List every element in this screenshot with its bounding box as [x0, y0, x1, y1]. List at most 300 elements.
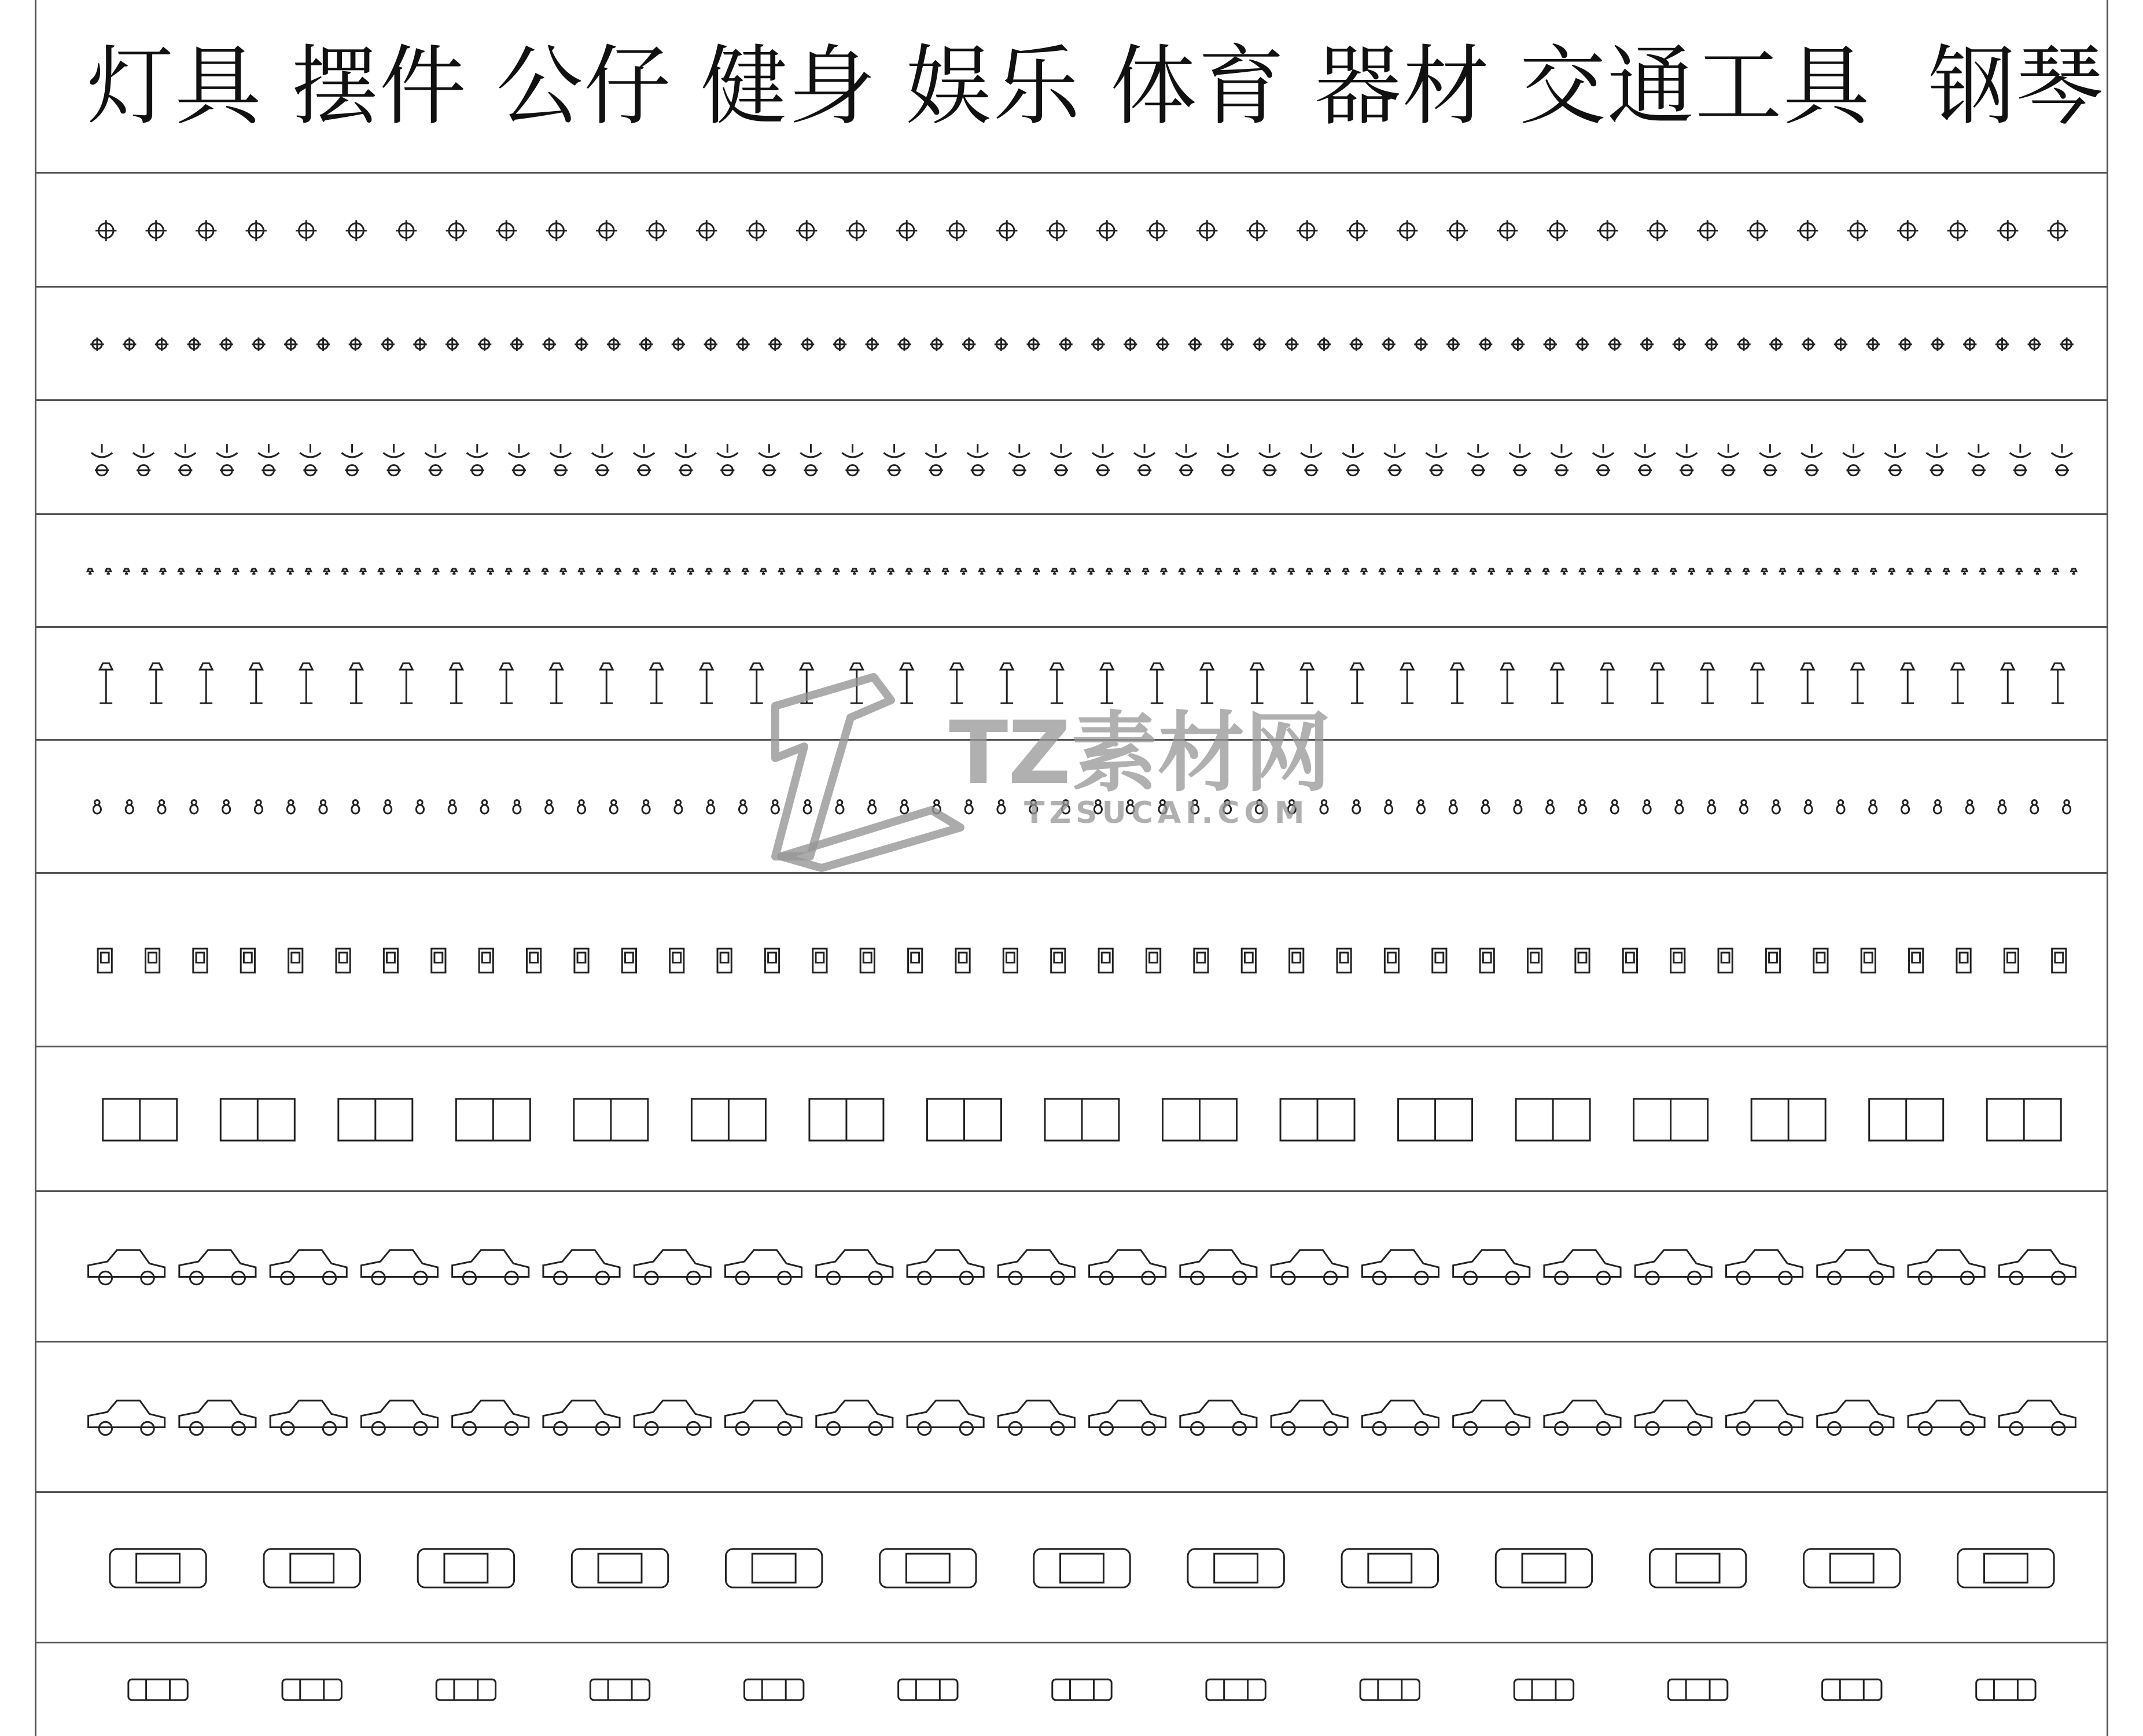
- car-top-icon: [1034, 1549, 1130, 1588]
- light-fixture-icon: [446, 220, 467, 241]
- ornament-icon: [1869, 800, 1877, 814]
- vehicle-icon: [1180, 1250, 1257, 1284]
- lamp-icon: [324, 569, 329, 574]
- ornament-icon: [126, 800, 133, 814]
- ornament-icon: [610, 800, 617, 814]
- ornament-icon: [448, 800, 456, 814]
- chandelier-icon: [2052, 444, 2072, 475]
- ornament-icon: [739, 800, 746, 814]
- lamp-icon: [706, 569, 712, 574]
- light-fixture-icon: [897, 337, 911, 351]
- chandelier-icon: [1884, 444, 1905, 475]
- light-fixture-icon: [346, 220, 367, 241]
- floor-lamp-icon: [650, 663, 663, 703]
- symbol-row-vehicles-top-view: [35, 1493, 2108, 1643]
- chandelier-icon: [1927, 444, 1947, 475]
- vehicle-icon: [452, 1250, 529, 1284]
- light-fixture-icon: [1897, 220, 1918, 241]
- symbol-row-drawing: [35, 1493, 2108, 1643]
- ornament-icon: [997, 800, 1005, 814]
- gym-machine-icon: [145, 948, 159, 973]
- chandelier-icon: [300, 444, 321, 475]
- vehicle-icon: [1544, 1400, 1621, 1435]
- ornament-icon: [1578, 800, 1586, 814]
- lamp-icon: [597, 569, 602, 574]
- ornament-icon: [965, 800, 973, 814]
- floor-lamp-icon: [500, 663, 513, 703]
- lamp-icon: [215, 569, 220, 574]
- gym-machine-icon: [1861, 948, 1875, 973]
- ornament-icon: [1191, 800, 1199, 814]
- light-fixture-icon: [1769, 337, 1783, 351]
- ornament-icon: [158, 800, 165, 814]
- chandelier-icon: [1009, 444, 1030, 475]
- light-fixture-icon: [2028, 337, 2041, 351]
- lamp-icon: [651, 569, 657, 574]
- gym-machine-icon: [622, 948, 636, 973]
- lamp-icon: [542, 569, 547, 574]
- floor-lamp-icon: [1851, 663, 1864, 703]
- light-fixture-icon: [736, 337, 749, 351]
- piano-table-icon: [103, 1099, 177, 1141]
- symbol-row-figurines-and-ornaments: [35, 741, 2108, 874]
- car-mixed-icon: [1052, 1679, 1111, 1700]
- lamp-icon: [870, 569, 875, 574]
- light-fixture-icon: [1898, 337, 1912, 351]
- floor-lamp-icon: [1000, 663, 1013, 703]
- ornament-icon: [1966, 800, 1973, 814]
- lamp-icon: [288, 569, 293, 574]
- ornament-icon: [1449, 800, 1457, 814]
- floor-lamp-icon: [1501, 663, 1514, 703]
- ornament-icon: [416, 800, 424, 814]
- floor-lamp-icon: [1451, 663, 1464, 703]
- light-fixture-icon: [1188, 337, 1202, 351]
- lamp-icon: [1671, 569, 1676, 574]
- lamp-icon: [1143, 569, 1148, 574]
- ornament-icon: [1611, 800, 1618, 814]
- gym-machine-icon: [1718, 948, 1732, 973]
- vehicle-icon: [1635, 1400, 1711, 1435]
- lamp-icon: [178, 569, 183, 574]
- floor-lamp-icon: [1100, 663, 1113, 703]
- light-fixture-icon: [996, 220, 1017, 241]
- lamp-icon: [1325, 569, 1330, 574]
- chandelier-icon: [675, 444, 696, 475]
- car-mixed-icon: [899, 1679, 958, 1700]
- floor-lamp-icon: [800, 663, 813, 703]
- floor-lamp-icon: [1601, 663, 1614, 703]
- lamp-icon: [1361, 569, 1367, 574]
- lamp-icon: [1234, 569, 1239, 574]
- light-fixture-icon: [1608, 337, 1621, 351]
- chandelier-icon: [1468, 444, 1489, 475]
- ornament-icon: [1934, 800, 1941, 814]
- ornament-icon: [1482, 800, 1489, 814]
- light-fixture-icon: [704, 337, 717, 351]
- lamp-icon: [1962, 569, 1967, 574]
- lamp-icon: [742, 569, 748, 574]
- car-mixed-icon: [1360, 1679, 1419, 1700]
- chandelier-icon: [509, 444, 529, 475]
- chandelier-icon: [1551, 444, 1572, 475]
- light-fixture-icon: [646, 220, 667, 241]
- floor-lamp-icon: [1701, 663, 1714, 703]
- gym-machine-icon: [1051, 948, 1065, 973]
- lamp-icon: [1434, 569, 1439, 574]
- chandelier-icon: [1259, 444, 1280, 475]
- chandelier-icon: [1676, 444, 1697, 475]
- lamp-icon: [270, 569, 275, 574]
- chandelier-icon: [1092, 444, 1113, 475]
- floor-lamp-icon: [450, 663, 463, 703]
- vehicle-icon: [725, 1400, 801, 1435]
- lamp-icon: [342, 569, 347, 574]
- symbol-row-drawing: [35, 1643, 2108, 1736]
- lamp-icon: [1398, 569, 1403, 574]
- chandelier-icon: [1843, 444, 1864, 475]
- ornament-icon: [1643, 800, 1651, 814]
- light-fixture-icon: [123, 337, 136, 351]
- light-fixture-icon: [768, 337, 782, 351]
- ornament-icon: [1772, 800, 1780, 814]
- lamp-icon: [1179, 569, 1184, 574]
- vehicle-icon: [1817, 1250, 1894, 1284]
- vehicle-icon: [89, 1400, 165, 1435]
- vehicle-icon: [634, 1250, 710, 1284]
- chandelier-icon: [175, 444, 196, 475]
- floor-lamp-icon: [250, 663, 263, 703]
- lamp-icon: [688, 569, 693, 574]
- symbol-row-fitness-equipment: [35, 874, 2108, 1047]
- lamp-icon: [1379, 569, 1385, 574]
- symbol-row-ceiling-lights-plan: [35, 288, 2108, 401]
- lamp-icon: [1161, 569, 1166, 574]
- light-fixture-icon: [1995, 337, 2009, 351]
- light-fixture-icon: [639, 337, 653, 351]
- lamp-icon: [433, 569, 439, 574]
- ornament-icon: [1805, 800, 1812, 814]
- light-fixture-icon: [833, 337, 846, 351]
- light-fixture-icon: [1575, 337, 1589, 351]
- symbol-row-chandeliers: [35, 401, 2108, 515]
- chandelier-icon: [926, 444, 947, 475]
- gym-machine-icon: [1480, 948, 1494, 973]
- lamp-icon: [1489, 569, 1494, 574]
- ornament-icon: [1224, 800, 1231, 814]
- lamp-icon: [1725, 569, 1730, 574]
- title-bar: [35, 0, 2108, 174]
- car-top-icon: [1188, 1549, 1284, 1588]
- lamp-icon: [1871, 569, 1876, 574]
- floor-lamp-icon: [1651, 663, 1664, 703]
- vehicle-icon: [1362, 1400, 1438, 1435]
- gym-machine-icon: [241, 948, 255, 973]
- light-fixture-icon: [1096, 220, 1117, 241]
- lamp-icon: [1579, 569, 1585, 574]
- piano-table-icon: [574, 1099, 648, 1141]
- light-fixture-icon: [1737, 337, 1750, 351]
- vehicle-icon: [361, 1250, 437, 1284]
- symbol-row-drawing: [35, 1343, 2108, 1493]
- chandelier-icon: [967, 444, 988, 475]
- light-fixture-icon: [1447, 220, 1468, 241]
- lamp-icon: [1762, 569, 1767, 574]
- vehicle-icon: [361, 1400, 437, 1435]
- lamp-icon: [1343, 569, 1348, 574]
- gym-machine-icon: [1194, 948, 1208, 973]
- gym-machine-icon: [1575, 948, 1589, 973]
- light-fixture-icon: [1697, 220, 1718, 241]
- floor-lamp-icon: [1951, 663, 1964, 703]
- light-fixture-icon: [995, 337, 1008, 351]
- car-mixed-icon: [1206, 1679, 1265, 1700]
- lamp-icon: [1288, 569, 1294, 574]
- gym-machine-icon: [2004, 948, 2018, 973]
- light-fixture-icon: [1247, 220, 1268, 241]
- light-fixture-icon: [252, 337, 265, 351]
- lamp-icon: [1070, 569, 1076, 574]
- car-top-icon: [1649, 1549, 1746, 1588]
- light-fixture-icon: [1124, 337, 1137, 351]
- lamp-icon: [1107, 569, 1112, 574]
- lamp-icon: [1416, 569, 1421, 574]
- lamp-icon: [1925, 569, 1931, 574]
- ornament-icon: [1255, 800, 1263, 814]
- chandelier-icon: [592, 444, 613, 475]
- chandelier-icon: [1176, 444, 1196, 475]
- floor-lamp-icon: [2001, 663, 2014, 703]
- lamp-icon: [2053, 569, 2058, 574]
- ornament-icon: [1353, 800, 1360, 814]
- lamp-icon: [2071, 569, 2076, 574]
- chandelier-icon: [758, 444, 779, 475]
- gym-machine-icon: [1385, 948, 1398, 973]
- lamp-icon: [1562, 569, 1567, 574]
- floor-lamp-icon: [400, 663, 413, 703]
- ornament-icon: [1902, 800, 1909, 814]
- light-fixture-icon: [1834, 337, 1847, 351]
- symbol-row-drawing: [35, 401, 2108, 515]
- car-mixed-icon: [128, 1679, 187, 1700]
- car-top-icon: [110, 1549, 206, 1588]
- light-fixture-icon: [1673, 337, 1686, 351]
- chandelier-icon: [1426, 444, 1447, 475]
- floor-lamp-icon: [300, 663, 312, 703]
- car-top-icon: [572, 1549, 668, 1588]
- lamp-icon: [1507, 569, 1512, 574]
- lamp-icon: [451, 569, 456, 574]
- lamp-icon: [1998, 569, 2004, 574]
- gym-machine-icon: [860, 948, 874, 973]
- car-top-icon: [1342, 1549, 1438, 1588]
- light-fixture-icon: [801, 337, 814, 351]
- lamp-icon: [506, 569, 511, 574]
- ornament-icon: [1837, 800, 1844, 814]
- light-fixture-icon: [546, 220, 567, 241]
- light-fixture-icon: [296, 220, 316, 241]
- symbol-row-drawing: [35, 1047, 2108, 1192]
- light-fixture-icon: [246, 220, 267, 241]
- light-fixture-icon: [381, 337, 394, 351]
- ornament-icon: [1062, 800, 1070, 814]
- light-fixture-icon: [1382, 337, 1395, 351]
- light-fixture-icon: [478, 337, 491, 351]
- lamp-icon: [160, 569, 165, 574]
- light-fixture-icon: [1647, 220, 1668, 241]
- lamp-icon: [415, 569, 420, 574]
- floor-lamp-icon: [1351, 663, 1364, 703]
- vehicle-icon: [270, 1400, 347, 1435]
- light-fixture-icon: [930, 337, 943, 351]
- piano-table-icon: [809, 1099, 883, 1141]
- vehicle-icon: [816, 1400, 893, 1435]
- light-fixture-icon: [1547, 220, 1568, 241]
- gym-machine-icon: [1671, 948, 1685, 973]
- light-fixture-icon: [1317, 337, 1331, 351]
- lamp-icon: [1125, 569, 1130, 574]
- symbol-row-drawing: [35, 174, 2108, 288]
- light-fixture-icon: [896, 220, 917, 241]
- gym-machine-icon: [1433, 948, 1446, 973]
- car-mixed-icon: [282, 1679, 341, 1700]
- lamp-icon: [1088, 569, 1093, 574]
- chandelier-icon: [258, 444, 279, 475]
- vehicle-icon: [1089, 1250, 1166, 1284]
- floor-lamp-icon: [1901, 663, 1914, 703]
- lamp-icon: [2035, 569, 2040, 574]
- symbol-row-drawing: [35, 288, 2108, 401]
- light-fixture-icon: [1397, 220, 1417, 241]
- chandelier-icon: [1217, 444, 1238, 475]
- vehicle-icon: [907, 1400, 984, 1435]
- vehicle-icon: [1453, 1250, 1530, 1284]
- lamp-icon: [761, 569, 766, 574]
- ornament-icon: [287, 800, 294, 814]
- vehicle-icon: [1453, 1400, 1530, 1435]
- lamp-icon: [124, 569, 129, 574]
- chandelier-icon: [1634, 444, 1655, 475]
- light-fixture-icon: [187, 337, 201, 351]
- car-mixed-icon: [1514, 1679, 1573, 1700]
- gym-machine-icon: [670, 948, 684, 973]
- ornament-icon: [1288, 800, 1295, 814]
- car-top-icon: [264, 1549, 360, 1588]
- light-fixture-icon: [284, 337, 297, 351]
- light-fixture-icon: [1350, 337, 1363, 351]
- piano-table-icon: [691, 1099, 765, 1141]
- ornament-icon: [1126, 800, 1134, 814]
- gym-machine-icon: [1003, 948, 1017, 973]
- floor-lamp-icon: [1251, 663, 1264, 703]
- ornament-icon: [771, 800, 779, 814]
- chandelier-icon: [1718, 444, 1739, 475]
- light-fixture-icon: [607, 337, 620, 351]
- gym-machine-icon: [1337, 948, 1351, 973]
- vehicle-icon: [1362, 1250, 1438, 1284]
- lamp-icon: [1252, 569, 1257, 574]
- floor-lamp-icon: [1201, 663, 1213, 703]
- light-fixture-icon: [1059, 337, 1072, 351]
- gym-machine-icon: [1242, 948, 1255, 973]
- ornament-icon: [2031, 800, 2038, 814]
- lamp-icon: [470, 569, 475, 574]
- light-fixture-icon: [316, 337, 330, 351]
- ornament-icon: [1514, 800, 1522, 814]
- piano-table-icon: [1280, 1099, 1354, 1141]
- light-fixture-icon: [219, 337, 233, 351]
- light-fixture-icon: [947, 220, 967, 241]
- light-fixture-icon: [1847, 220, 1868, 241]
- ornament-icon: [190, 800, 198, 814]
- ornament-icon: [933, 800, 940, 814]
- floor-lamp-icon: [350, 663, 363, 703]
- chandelier-icon: [467, 444, 488, 475]
- lamp-icon: [1652, 569, 1658, 574]
- light-fixture-icon: [1963, 337, 1976, 351]
- light-fixture-icon: [1640, 337, 1654, 351]
- lamp-icon: [1853, 569, 1858, 574]
- light-fixture-icon: [95, 220, 116, 241]
- lamp-icon: [1198, 569, 1203, 574]
- symbol-row-pianos-and-game-tables: [35, 1047, 2108, 1192]
- lamp-icon: [142, 569, 147, 574]
- light-fixture-icon: [672, 337, 685, 351]
- light-fixture-icon: [1297, 220, 1317, 241]
- piano-table-icon: [338, 1099, 413, 1141]
- light-fixture-icon: [1497, 220, 1518, 241]
- light-fixture-icon: [575, 337, 588, 351]
- vehicle-icon: [998, 1250, 1074, 1284]
- floor-lamp-icon: [150, 663, 163, 703]
- lamp-icon: [797, 569, 802, 574]
- light-fixture-icon: [1997, 220, 2018, 241]
- vehicle-icon: [1271, 1400, 1347, 1435]
- lamp-icon: [888, 569, 893, 574]
- ornament-icon: [481, 800, 488, 814]
- watermark-url: TZSUCAI.COM: [1024, 796, 1309, 830]
- lamp-icon: [2016, 569, 2022, 574]
- lamp-icon: [1616, 569, 1621, 574]
- gym-machine-icon: [479, 948, 493, 973]
- chandelier-icon: [2010, 444, 2031, 475]
- piano-table-icon: [1045, 1099, 1119, 1141]
- ornament-icon: [93, 800, 101, 814]
- vehicle-icon: [179, 1400, 256, 1435]
- chandelier-icon: [341, 444, 362, 475]
- vehicle-icon: [89, 1250, 165, 1284]
- gym-machine-icon: [765, 948, 779, 973]
- lamp-icon: [834, 569, 839, 574]
- car-mixed-icon: [1822, 1679, 1881, 1700]
- car-top-icon: [1958, 1549, 2054, 1588]
- lamp-icon: [1980, 569, 1985, 574]
- lamp-icon: [561, 569, 566, 574]
- floor-lamp-icon: [750, 663, 763, 703]
- light-fixture-icon: [1747, 220, 1768, 241]
- car-mixed-icon: [1668, 1679, 1727, 1700]
- light-fixture-icon: [349, 337, 362, 351]
- light-fixture-icon: [1931, 337, 1944, 351]
- chandelier-icon: [216, 444, 237, 475]
- vehicle-icon: [1726, 1250, 1802, 1284]
- chandelier-icon: [717, 444, 738, 475]
- chandelier-icon: [133, 444, 154, 475]
- car-top-icon: [1496, 1549, 1592, 1588]
- gym-machine-icon: [1957, 948, 1971, 973]
- ornament-icon: [901, 800, 908, 814]
- vehicle-icon: [1635, 1250, 1711, 1284]
